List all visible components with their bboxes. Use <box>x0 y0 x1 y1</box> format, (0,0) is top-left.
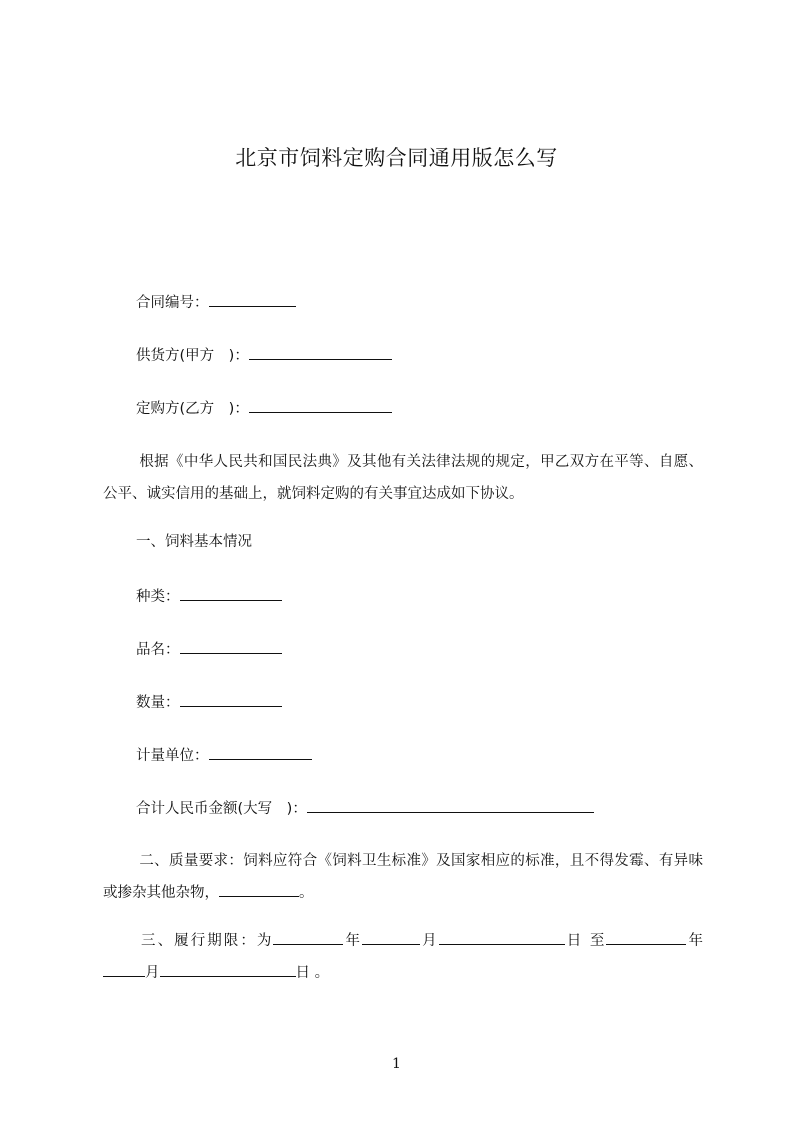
end-year-blank <box>606 929 686 945</box>
unit-line <box>136 744 312 766</box>
contract-no-label: 合同编号： <box>136 295 209 311</box>
start-day-label: 日 至 <box>564 933 607 949</box>
type-label: 种类： <box>136 589 180 605</box>
quantity-blank <box>180 691 282 707</box>
unit-label: 计量单位： <box>136 748 209 764</box>
end-day-label: 日 。 <box>295 965 330 981</box>
total-line <box>136 797 594 819</box>
page-number: 1 <box>392 1056 401 1072</box>
section3-prefix: 三、履行期限：为 <box>139 933 274 949</box>
start-year-blank <box>273 929 343 945</box>
document-title: 北京市饲料定购合同通用版怎么写 <box>235 146 558 170</box>
name-line <box>136 638 282 660</box>
start-month-label: 月 <box>420 933 439 949</box>
buyer-line <box>136 397 392 419</box>
contract-no-blank <box>209 291 296 307</box>
supplier-label: 供货方(甲方 )： <box>136 348 249 364</box>
section2-paragraph <box>103 845 703 909</box>
type-blank <box>180 585 282 601</box>
end-day-blank <box>160 961 296 977</box>
preamble-paragraph <box>103 446 703 510</box>
end-month-blank <box>103 961 145 977</box>
supplier-line <box>136 344 392 366</box>
start-day-blank <box>439 929 565 945</box>
start-year-label: 年 <box>343 933 363 949</box>
name-blank <box>180 638 282 654</box>
preamble-text: 根据《中华人民共和国民法典》及其他有关法律法规的规定，甲乙双方在平等、自愿、公平、诚实信用的基础上，就饲料定购的有关事宜达成如下协议。 <box>103 454 703 502</box>
start-month-blank <box>362 929 420 945</box>
end-month-label: 月 <box>145 965 160 981</box>
total-blank <box>307 797 594 813</box>
unit-blank <box>209 744 312 760</box>
contract-no-line <box>136 291 296 313</box>
section2-end: 。 <box>299 885 314 901</box>
section3-paragraph <box>103 925 703 989</box>
section2-text: 二、质量要求：饲料应符合《饲料卫生标准》及国家相应的标准，且不得发霉、有异味或掺杂其他杂物， <box>103 853 703 901</box>
section2-blank <box>219 881 299 897</box>
name-label: 品名： <box>136 642 180 658</box>
total-label: 合计人民币金额(大写 )： <box>136 801 307 817</box>
quantity-label: 数量： <box>136 695 180 711</box>
buyer-label: 定购方(乙方 )： <box>136 401 249 417</box>
quantity-line <box>136 691 282 713</box>
section1-heading: 一、饲料基本情况 <box>136 534 252 550</box>
buyer-blank <box>249 397 392 413</box>
end-year-label: 年 <box>686 933 704 949</box>
type-line <box>136 585 282 607</box>
supplier-blank <box>249 344 392 360</box>
